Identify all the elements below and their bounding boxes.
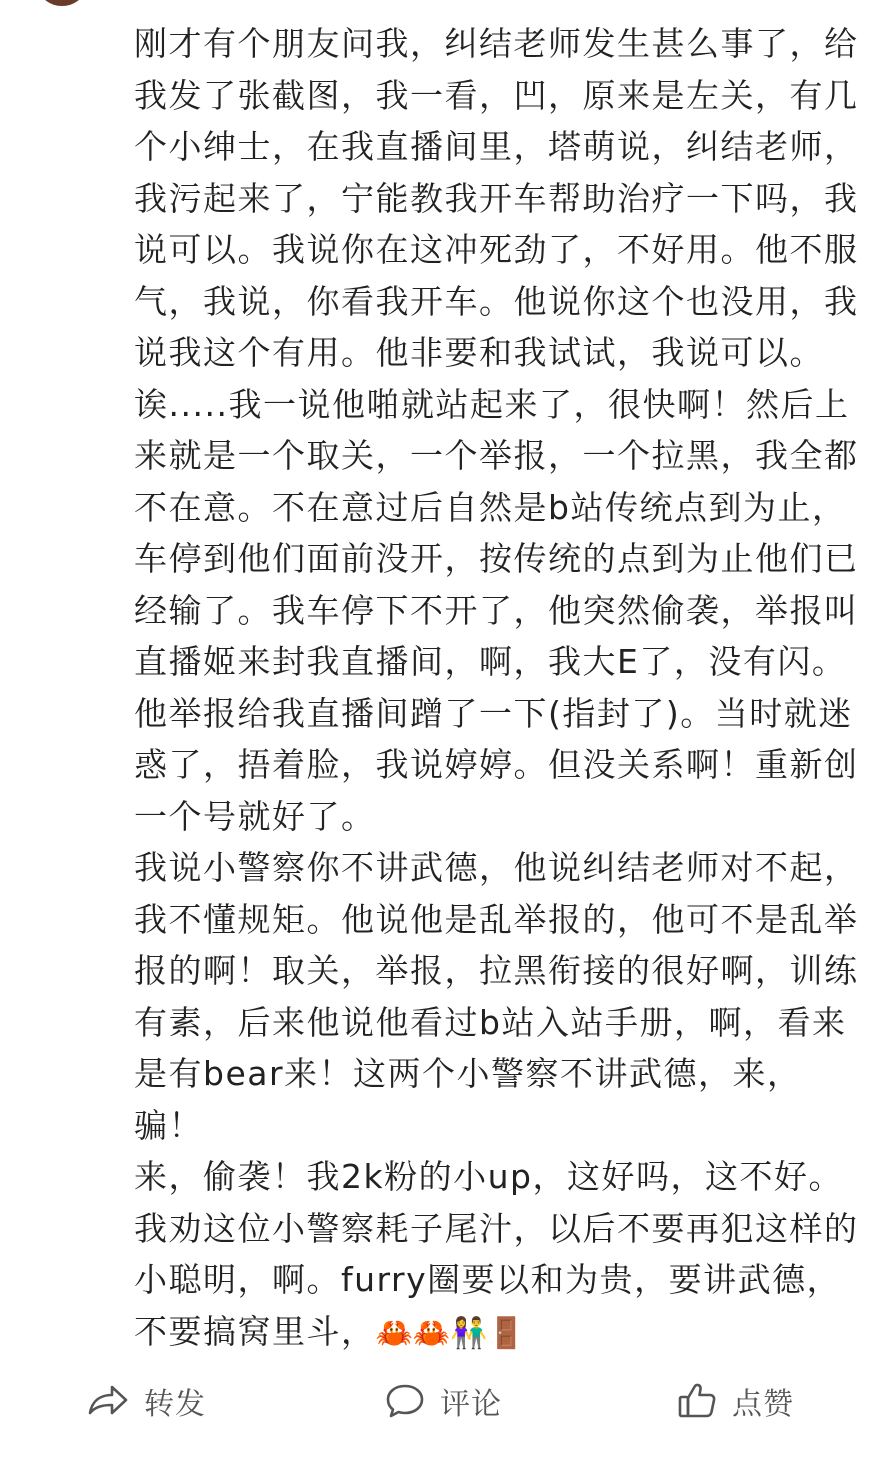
like-button[interactable] bbox=[676, 1370, 794, 1432]
post-body bbox=[134, 18, 862, 1359]
repost-button[interactable] bbox=[86, 1370, 206, 1432]
action-bar bbox=[0, 1370, 885, 1432]
comment-bubble-icon bbox=[384, 1381, 426, 1421]
post-paragraph-4-text: 来，偷袭！我2k粉的小up，这好吗，这不好。我劝这位小警察耗子尾汁，以后不要再犯这样的小聪明，啊。furry圈要以和为贵，要讲武德，不要搞窝里斗， bbox=[134, 1157, 859, 1351]
share-arrow-icon bbox=[86, 1381, 130, 1421]
post-paragraph-1: 刚才有个朋友问我，纠结老师发生甚么事了，给我发了张截图，我一看，凹，原来是左关，有几个小绅士，在我直播间里，塔萌说，纠结老师，我污起来了，宁能教我开车帮助治疗一下吗，我说可以。我说你在这冲死劲了，不好用。他不服气，我说，你看我开车。他说你这个也没用，我说我这个有用。他非要和我试试，我说可以。 bbox=[134, 24, 859, 372]
comment-label: 评论 bbox=[440, 1387, 502, 1422]
thumbs-up-icon bbox=[676, 1381, 718, 1421]
comment-button[interactable] bbox=[384, 1370, 502, 1432]
post-paragraph-3: 我说小警察你不讲武德，他说纠结老师对不起，我不懂规矩。他说他是乱举报的，他可不是乱举报的啊！取关，举报，拉黑衔接的很好啊，训练有素，后来他说他看过b站入站手册，啊，看来是有bear来！这两个小警察不讲武德，来，骗！ bbox=[134, 848, 859, 1145]
repost-label: 转发 bbox=[144, 1387, 206, 1422]
like-label: 点赞 bbox=[732, 1387, 794, 1422]
avatar[interactable] bbox=[40, 0, 84, 6]
post-paragraph-2: 诶.....我一说他啪就站起来了，很快啊！然后上来就是一个取关，一个举报，一个拉黑，我全都不在意。不在意过后自然是b站传统点到为止，车停到他们面前没开，按传统的点到为止他们已经输了。我车停下不开了，他突然偷袭，举报叫直播姬来封我直播间，啊，我大E了，没有闪。他举报给我直播间蹭了一下(指封了)。当时就迷惑了，捂着脸，我说婷婷。但没关系啊！重新创一个号就好了。 bbox=[134, 384, 859, 836]
post-paragraph-4 bbox=[134, 1151, 862, 1359]
emoji-sequence: 🦀🦀👫🚪 bbox=[375, 1315, 525, 1351]
